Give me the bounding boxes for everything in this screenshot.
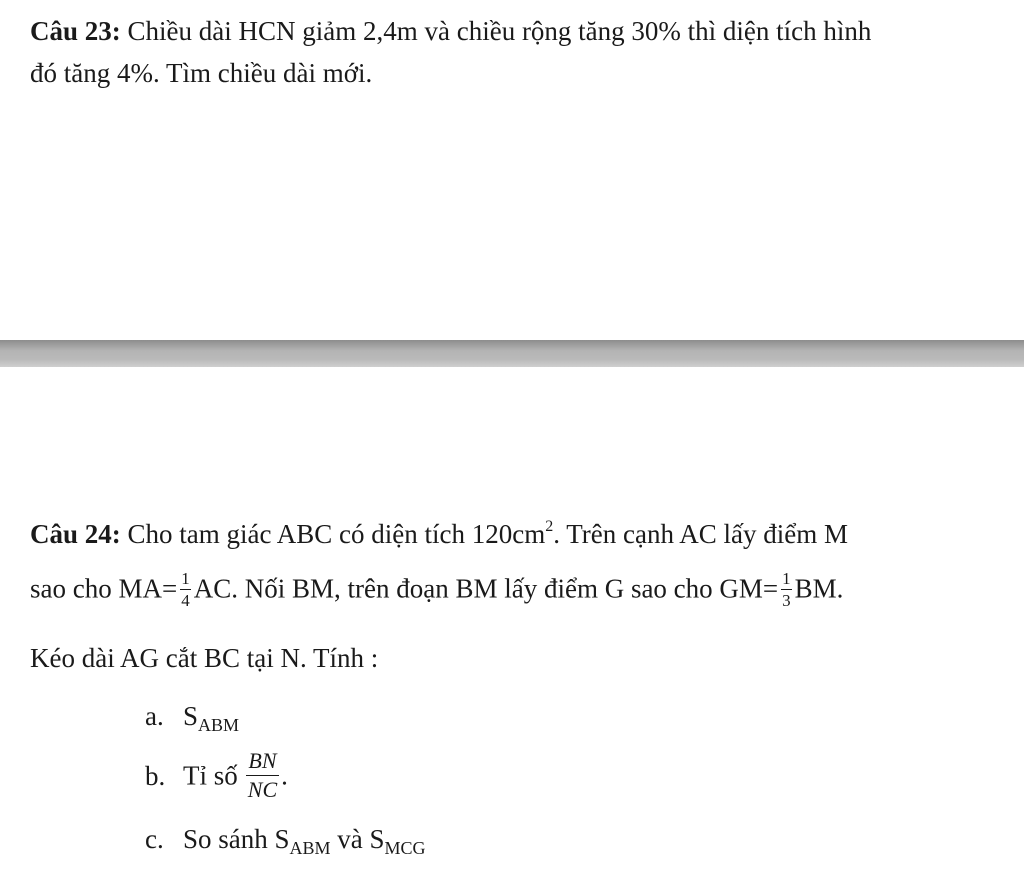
item-label: a. — [145, 701, 164, 731]
item-text: S — [183, 701, 199, 731]
question-23-line-2: đó tăng 4%. Tìm chiều dài mới. — [30, 58, 373, 88]
list-item-c — [145, 824, 426, 858]
item-text: So sánh S — [183, 824, 290, 854]
question-24-text-1: Cho tam giác ABC có diện tích 120cm — [120, 519, 546, 549]
fraction-bn-nc — [246, 750, 279, 801]
list-item-b — [145, 748, 288, 804]
item-text: Tỉ số — [183, 760, 238, 791]
fraction-numerator: 1 — [782, 569, 791, 588]
fraction-numerator: BN — [246, 750, 279, 776]
item-tail: . — [281, 760, 288, 791]
question-24-text-2b: AC. Nối BM, trên đoạn BM lấy điểm G sao cho GM= — [193, 573, 779, 604]
superscript-2: 2 — [545, 518, 554, 535]
list-item-a — [145, 701, 240, 735]
fraction-one-third — [781, 570, 792, 609]
item-mid: và S — [330, 824, 385, 854]
question-24-line-1 — [30, 518, 848, 549]
fraction-denominator: 4 — [181, 591, 190, 610]
question-24-text-2c: BM. — [794, 573, 844, 604]
question-24-label: Câu 24: — [30, 519, 121, 549]
page-divider — [0, 340, 1024, 367]
question-23-text-1: Chiều dài HCN giảm 2,4m và chiều rộng tăng 30% thì diện tích hình — [120, 16, 872, 46]
question-23-label: Câu 23: — [30, 16, 121, 46]
question-24-line-3: Kéo dài AG cắt BC tại N. Tính : — [30, 643, 379, 673]
question-23-line-1 — [30, 18, 871, 45]
fraction-denominator: 3 — [782, 591, 791, 610]
item-subscript: ABM — [289, 838, 331, 858]
question-24-text-1-tail: . Trên cạnh AC lấy điểm M — [553, 519, 848, 549]
item-subscript-2: MCG — [384, 838, 426, 858]
fraction-one-quarter — [180, 570, 191, 609]
fraction-numerator: 1 — [181, 569, 190, 588]
item-label: b. — [145, 760, 166, 791]
question-24-line-2 — [30, 569, 844, 611]
item-label: c. — [145, 824, 164, 854]
item-subscript: ABM — [198, 715, 240, 735]
question-24-text-2a: sao cho MA= — [30, 573, 178, 604]
question-23 — [30, 0, 1004, 340]
fraction-denominator: NC — [247, 777, 278, 802]
question-24 — [30, 367, 1004, 886]
